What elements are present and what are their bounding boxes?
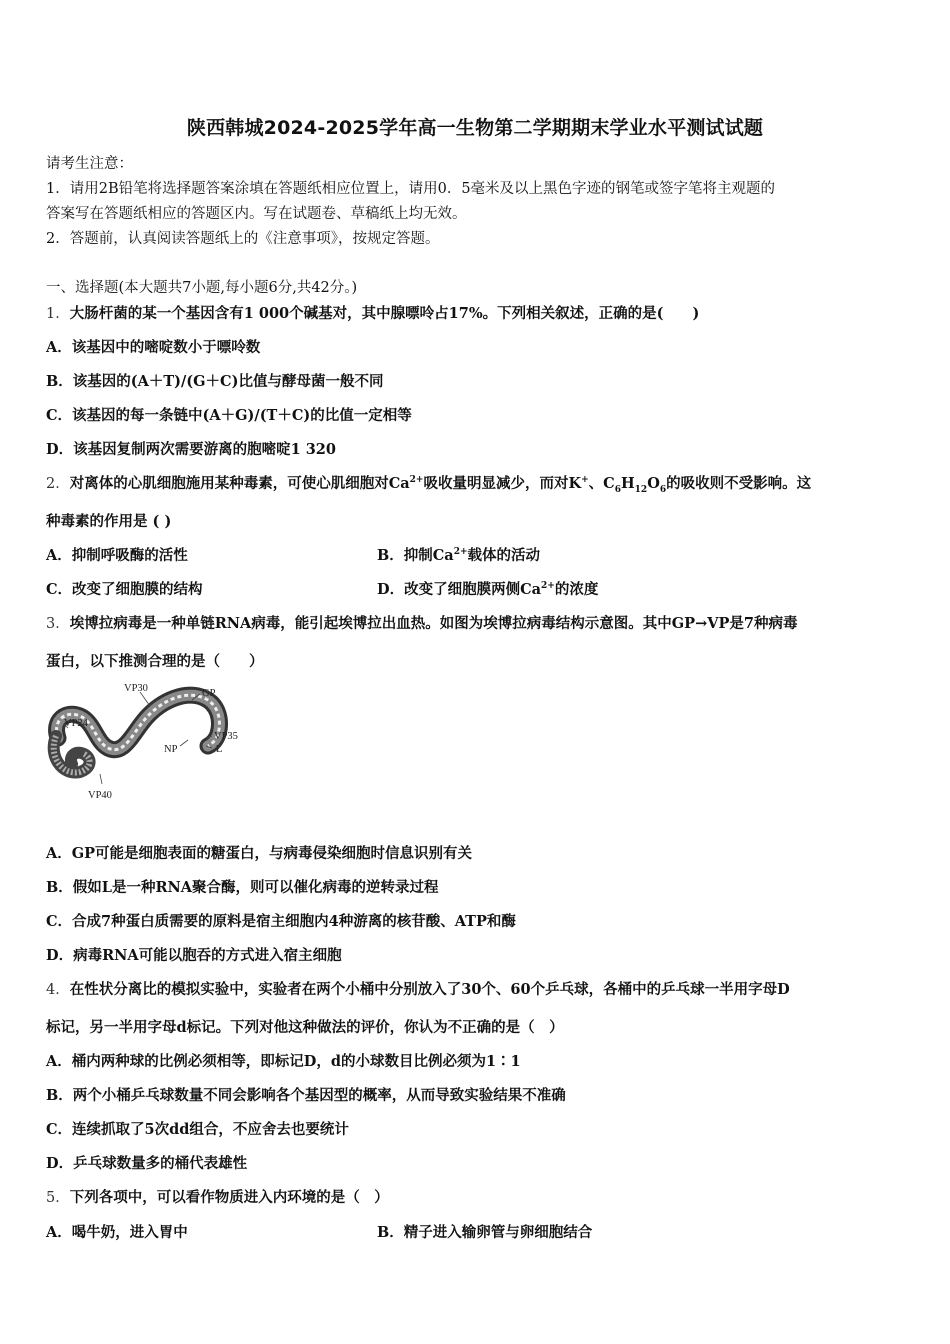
label-vp40: VP40 (88, 790, 112, 801)
question-2-stem-line-2: 种毒素的作用是 ( ) (46, 513, 172, 530)
question-2-option-a: A．抑制呼吸酶的活性 (46, 547, 188, 564)
leader-vp30 (140, 692, 150, 706)
label-l: L (216, 744, 223, 755)
question-2-option-c: C．改变了细胞膜的结构 (46, 581, 203, 598)
option-text: 载体的活动 (467, 547, 541, 564)
subscript: 12 (634, 484, 648, 495)
question-2-option-d (377, 578, 598, 599)
subscript: 6 (659, 484, 667, 495)
section-heading: 一、选择题(本大题共7小题,每小题6分,共42分。) (46, 280, 358, 296)
question-text: O (647, 475, 660, 492)
option-text: 的浓度 (554, 581, 599, 598)
label-gp: GP (202, 688, 216, 699)
question-4-stem (46, 978, 908, 999)
question-text: 大肠杆菌的某一个基因含有1 000个碱基对，其中腺嘌呤占17%。下列相关叙述，正确的是( ) (69, 305, 700, 322)
question-text: 、C (588, 475, 615, 492)
question-3-stem-line-2: 蛋白，以下推测合理的是（ ） (46, 653, 264, 670)
option-text: B．抑制Ca (377, 547, 454, 564)
question-2-option-b (377, 544, 540, 565)
leader-np (180, 740, 188, 746)
question-text: 下列各项中，可以看作物质进入内环境的是（ ） (69, 1189, 389, 1206)
question-4-option-b: B．两个小桶乒乓球数量不同会影响各个基因型的概率，从而导致实验结果不准确 (46, 1087, 566, 1104)
question-4-option-c: C．连续抓取了5次dd组合，不应舍去也要统计 (46, 1121, 349, 1138)
superscript: + (581, 475, 589, 486)
question-3-option-b: B．假如L是一种RNA聚合酶，则可以催化病毒的逆转录过程 (46, 879, 439, 896)
question-1-option-a: A．该基因中的嘧啶数小于嘌呤数 (46, 339, 261, 356)
question-5-stem (46, 1186, 908, 1207)
option-text: D．改变了细胞膜两侧Ca (377, 581, 542, 598)
question-number: 3． (46, 616, 70, 632)
question-1-option-d: D．该基因复制两次需要游离的胞嘧啶1 320 (46, 441, 336, 458)
notice-item-1-line-1: 1．请用2B铅笔将选择题答案涂填在答题纸相应位置上，请用0．5毫米及以上黑色字迹的钢笔或签字笔将主观题的 (46, 181, 776, 197)
question-text: 的吸收则不受影响。这 (666, 475, 812, 492)
question-3-option-d: D．病毒RNA可能以胞吞的方式进入宿主细胞 (46, 947, 342, 964)
question-4-option-d: D．乒乓球数量多的桶代表雄性 (46, 1155, 248, 1172)
label-np: NP (164, 744, 178, 755)
question-3-stem (46, 612, 908, 633)
notice-item-2: 2．答题前，认真阅读答题纸上的《注意事项》，按规定答题。 (46, 231, 440, 247)
question-text: 吸收量明显减少，而对K (423, 475, 582, 492)
notice-item-1-line-2: 答案写在答题纸相应的答题区内。写在试题卷、草稿纸上均无效。 (46, 206, 467, 222)
superscript: 2+ (541, 581, 555, 592)
question-number: 2． (46, 476, 70, 492)
question-text: 埃博拉病毒是一种单链RNA病毒，能引起埃博拉出血热。如图为埃博拉病毒结构示意图。其中GP→VP是7种病毒 (69, 615, 798, 632)
question-1-option-c: C．该基因的每一条链中(A＋G)/(T＋C)的比值一定相等 (46, 407, 412, 424)
question-number: 5． (46, 1190, 70, 1206)
subscript: 6 (614, 484, 621, 495)
superscript: 2+ (453, 547, 468, 558)
page-title: 陕西韩城2024-2025学年高一生物第二学期期末学业水平测试试题 (186, 117, 764, 139)
question-5-option-a: A．喝牛奶，进入胃中 (46, 1224, 188, 1241)
notice-heading: 请考生注意： (46, 156, 133, 172)
question-4-stem-line-2: 标记，另一半用字母d标记。下列对他这种做法的评价，你认为不正确的是（ ） (46, 1019, 564, 1036)
label-vp24: VP24 (64, 718, 88, 729)
question-text: H (620, 475, 635, 492)
question-1-option-b: B．该基因的(A＋T)/(G＋C)比值与酵母菌一般不同 (46, 373, 384, 390)
question-text: 在性状分离比的模拟实验中，实验者在两个小桶中分别放入了30个、60个乒乓球，各桶中的乒乓球一半用字母D (69, 981, 790, 998)
question-number: 1． (46, 306, 70, 322)
superscript: 2+ (409, 475, 424, 486)
leader-vp40 (100, 774, 102, 784)
question-3-option-a: A．GP可能是细胞表面的糖蛋白，与病毒侵染细胞时信息识别有关 (46, 845, 473, 862)
question-4-option-a: A．桶内两种球的比例必须相等，即标记D，d的小球数目比例必须为1∶1 (46, 1053, 521, 1070)
label-vp35: VP35 (214, 731, 238, 742)
label-vp30: VP30 (124, 683, 148, 694)
question-3-option-c: C．合成7种蛋白质需要的原料是宿主细胞内4种游离的核苷酸、ATP和酶 (46, 913, 516, 930)
question-2-stem (46, 472, 908, 493)
question-1-stem (46, 302, 908, 323)
ebola-virus-diagram (46, 676, 256, 806)
question-text: 对离体的心肌细胞施用某种毒素，可使心肌细胞对Ca (69, 475, 410, 492)
question-5-option-b: B．精子进入输卵管与卵细胞结合 (377, 1224, 593, 1241)
question-number: 4． (46, 982, 70, 998)
